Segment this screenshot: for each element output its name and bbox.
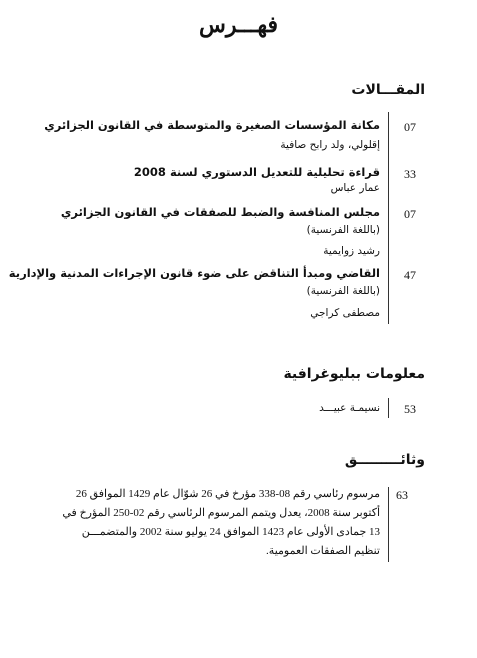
page-title: فهـــرس (199, 12, 278, 38)
entry-author: مصطفى كراجي (310, 307, 380, 319)
entry-author: رشيد زوايمية (323, 245, 380, 257)
page-number: 63 (396, 488, 408, 502)
entry-title: القاضي ومبدأ التناقض على ضوء قانون الإجراءات المدنية والإدارية (8, 266, 380, 280)
page-number: 47 (404, 268, 416, 282)
description-line: مرسوم رئاسي رقم 08-338 مؤرخ في 26 شوّال عام 1429 الموافق 26 (75, 488, 380, 500)
page-number: 33 (404, 167, 416, 181)
description-line: تنظيم الصفقات العمومية. (266, 545, 380, 557)
articles-divider (388, 112, 389, 324)
entry-title: قراءة تحليلية للتعديل الدستوري لسنة 2008 (133, 165, 380, 179)
description-line: أكتوبر سنة 2008، يعدل ويتمم المرسوم الرئاسي رقم 02-250 المؤرخ في (62, 507, 380, 519)
entry-title: مجلس المنافسة والضبط للصفقات في القانون الجزائري (60, 205, 380, 219)
entry-note: (باللغة الفرنسية) (306, 224, 380, 236)
entry-description (50, 485, 380, 561)
entry-author: إقلولي، ولد رابح صافية (280, 139, 380, 151)
page-number: 07 (404, 120, 416, 134)
entry-author: نسيمـة عبيـــد (319, 402, 380, 414)
bibliography-divider (388, 398, 389, 418)
description-line: 13 جمادى الأولى عام 1423 الموافق 24 يوليو سنة 2002 والمتضمـــن (81, 526, 380, 538)
section-heading-bibliography: معلومات ببليوغرافية (283, 366, 425, 382)
page-number: 07 (404, 207, 416, 221)
section-heading-documents: وثائـــــــــق (344, 452, 425, 468)
entry-title: مكانة المؤسسات الصغيرة والمتوسطة في القانون الجزائري (44, 118, 380, 132)
section-heading-articles: المقـــالات (351, 82, 425, 98)
page-number: 53 (404, 402, 416, 416)
entry-author: عمار عباس (330, 182, 380, 194)
entry-note: (باللغة الفرنسية) (306, 285, 380, 297)
